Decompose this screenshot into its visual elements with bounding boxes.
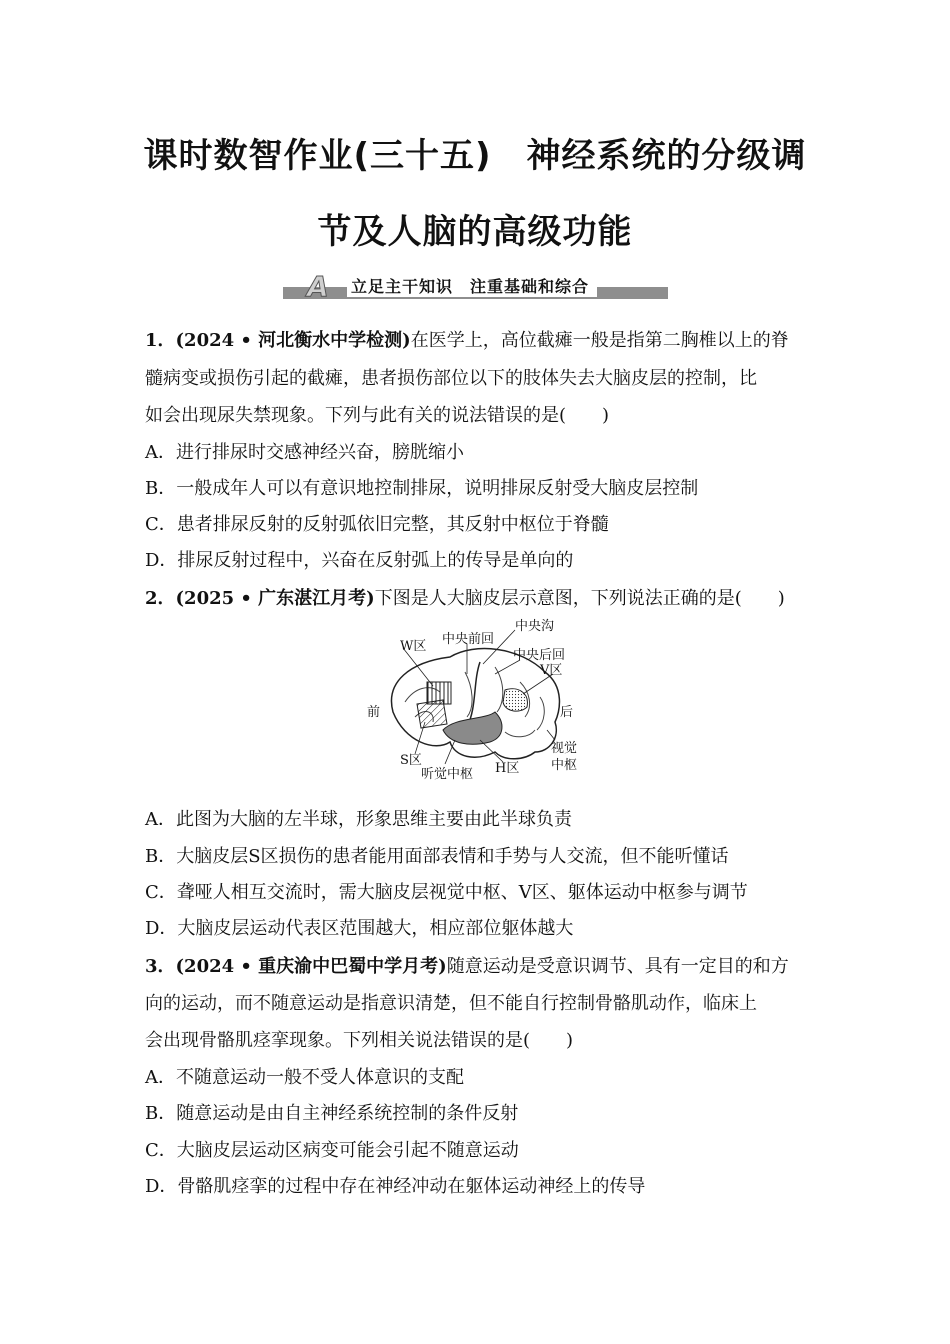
q3-option-d: D．骨骼肌痉挛的过程中存在神经冲动在躯体运动神经上的传导 xyxy=(145,1176,646,1197)
q3-stem xyxy=(145,955,813,979)
label-h: H区 xyxy=(495,761,520,776)
q1-option-c: C．患者排尿反射的反射弧依旧完整，其反射中枢位于脊髓 xyxy=(145,514,609,535)
q2-option-a: A．此图为大脑的左半球，形象思维主要由此半球负责 xyxy=(145,809,572,830)
page-title-line1: 课时数智作业(三十五) 神经系统的分级调 xyxy=(143,136,807,176)
q1-stem-line2: 髓病变或损伤引起的截瘫，患者损伤部位以下的肢体失去大脑皮层的控制，比 xyxy=(145,368,757,389)
banner-logo-icon: A xyxy=(307,270,329,303)
q2-option-c: C．聋哑人相互交流时，需大脑皮层视觉中枢、V区、躯体运动中枢参与调节 xyxy=(145,882,748,903)
q2-source: (2025 • 广东湛江月考) xyxy=(175,588,375,609)
q2-option-b: B．大脑皮层S区损伤的患者能用面部表情和手势与人交流，但不能听懂话 xyxy=(145,846,729,867)
q3-number: 3． xyxy=(145,956,176,977)
label-central-pre: 中央前回 xyxy=(442,632,495,647)
section-banner xyxy=(283,270,668,302)
label-visual-2: 中枢 xyxy=(551,758,578,773)
brain-cortex-figure xyxy=(355,612,595,787)
q3-option-b: B．随意运动是由自主神经系统控制的条件反射 xyxy=(145,1103,519,1124)
q3-stem-line2: 向的运动，而不随意运动是指意识清楚，但不能自行控制骨骼肌动作，临床上 xyxy=(145,993,757,1014)
q2-stem-text: 下图是人大脑皮层示意图，下列说法正确的是( ) xyxy=(374,588,785,609)
label-s: S区 xyxy=(400,753,422,768)
q1-source: (2024 • 河北衡水中学检测) xyxy=(175,330,411,351)
s-area xyxy=(417,700,447,728)
label-central-post: 中央后回 xyxy=(513,648,566,663)
q1-option-d: D．排尿反射过程中，兴奋在反射弧上的传导是单向的 xyxy=(145,550,574,571)
q3-source: (2024 • 重庆渝中巴蜀中学月考) xyxy=(175,956,447,977)
q3-option-a: A．不随意运动一般不受人体意识的支配 xyxy=(145,1067,464,1088)
q1-option-b: B．一般成年人可以有意识地控制排尿，说明排尿反射受大脑皮层控制 xyxy=(145,478,699,499)
q1-option-a: A．进行排尿时交感神经兴奋，膀胱缩小 xyxy=(145,442,464,463)
label-back: 后 xyxy=(560,705,574,720)
q1-number: 1． xyxy=(145,330,176,351)
q1-stem-text: 在医学上，高位截瘫一般是指第二胸椎以上的脊 xyxy=(410,330,789,351)
q3-stem-line3: 会出现骨骼肌痉挛现象。下列相关说法错误的是( ) xyxy=(145,1030,574,1051)
label-sulcus: 中央沟 xyxy=(515,619,555,634)
page-title-line2: 节及人脑的高级功能 xyxy=(317,212,633,252)
label-v: V区 xyxy=(540,663,563,678)
q3-stem-text: 随意运动是受意识调节、具有一定目的和方 xyxy=(446,956,789,977)
q2-option-d: D．大脑皮层运动代表区范围越大，相应部位躯体越大 xyxy=(145,918,574,939)
q1-stem xyxy=(145,329,813,353)
q1-stem-line3: 如会出现尿失禁现象。下列与此有关的说法错误的是( ) xyxy=(145,405,610,426)
banner-text: 立足主干知识 注重基础和综合 xyxy=(347,274,597,297)
q2-stem xyxy=(145,587,813,611)
label-auditory: 听觉中枢 xyxy=(421,767,474,782)
q2-number: 2． xyxy=(145,588,176,609)
q3-option-c: C．大脑皮层运动区病变可能会引起不随意运动 xyxy=(145,1140,519,1161)
label-visual-1: 视觉 xyxy=(551,741,578,756)
label-w: W区 xyxy=(400,639,427,654)
label-front: 前 xyxy=(367,705,381,720)
